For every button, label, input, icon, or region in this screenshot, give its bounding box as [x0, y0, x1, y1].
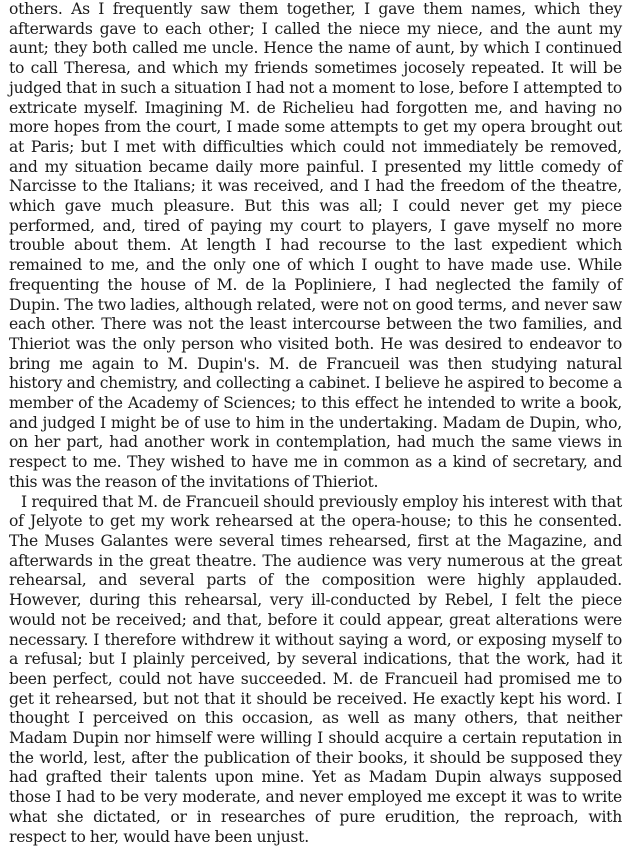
- paragraph-1: others. As I frequently saw them together, I gave them names, which they afterwards gave to each other; I called the niece my niece, and the aunt my aunt; they both called me uncle. Hence the name of aunt, by which I continued to call Theresa, and which my friends sometimes jocosely repeated. It will be judged that in such a situation I had not a moment to lose, before I attempted to extricate myself. Imagining M. de Richelieu had forgotten me, and having no more hopes from the court, I made some attempts to get my opera brought out at Paris; but I met with difficulties which could not immediately be removed, and my situation became daily more painful. I presented my little comedy of Narcisse to the Italians; it was received, and I had the freedom of the theatre, which gave much pleasure. But this was all; I could never get my piece performed, and, tired of paying my court to players, I gave myself no more trouble about them. At length I had recourse to the last expedient which remained to me, and the only one of which I ought to have made use. While frequenting the house of M. de la Popliniere, I had neglected the family of Dupin. The two ladies, although related, were not on good terms, and never saw each other. There was not the least intercourse between the two families, and Thieriot was the only person who visited both. He was desired to endeavor to bring me again to M. Dupin's. M. de Francueil was then studying natural history and chemistry, and collecting a cabinet. I believe he aspired to become a member of the Academy of Sciences; to this effect he intended to write a book, and judged I might be of use to him in the undertaking. Madam de Dupin, who, on her part, had another work in contemplation, had much the same views in respect to me. They wished to have me in common as a kind of secretary, and this was the reason of the invitations of Thieriot.: [9, 0, 622, 491]
- document-page: [9, 0, 622, 847]
- paragraph-2: I required that M. de Francueil should previously employ his interest with that of Jelyote to get my work rehearsed at the opera-house; to this he consented. The Muses Galantes were several times rehearsed, first at the Magazine, and afterwards in the great theatre. The audience was very numerous at the great rehearsal, and several parts of the composition were highly applauded. However, during this rehearsal, very ill-conducted by Rebel, I felt the piece would not be received; and that, before it could appear, great alterations were necessary. I therefore withdrew it without saying a word, or exposing myself to a refusal; but I plainly perceived, by several indications, that the work, had it been perfect, could not have succeeded. M. de Francueil had promised me to get it rehearsed, but not that it should be received. He exactly kept his word. I thought I perceived on this occasion, as well as many others, that neither Madam Dupin nor himself were willing I should acquire a certain reputation in the world, lest, after the publication of their books, it should be supposed they had grafted their talents upon mine. Yet as Madam Dupin always supposed those I had to be very moderate, and never employed me except it was to write what she dictated, or in researches of pure erudition, the reproach, with respect to her, would have been unjust.: [9, 492, 622, 846]
